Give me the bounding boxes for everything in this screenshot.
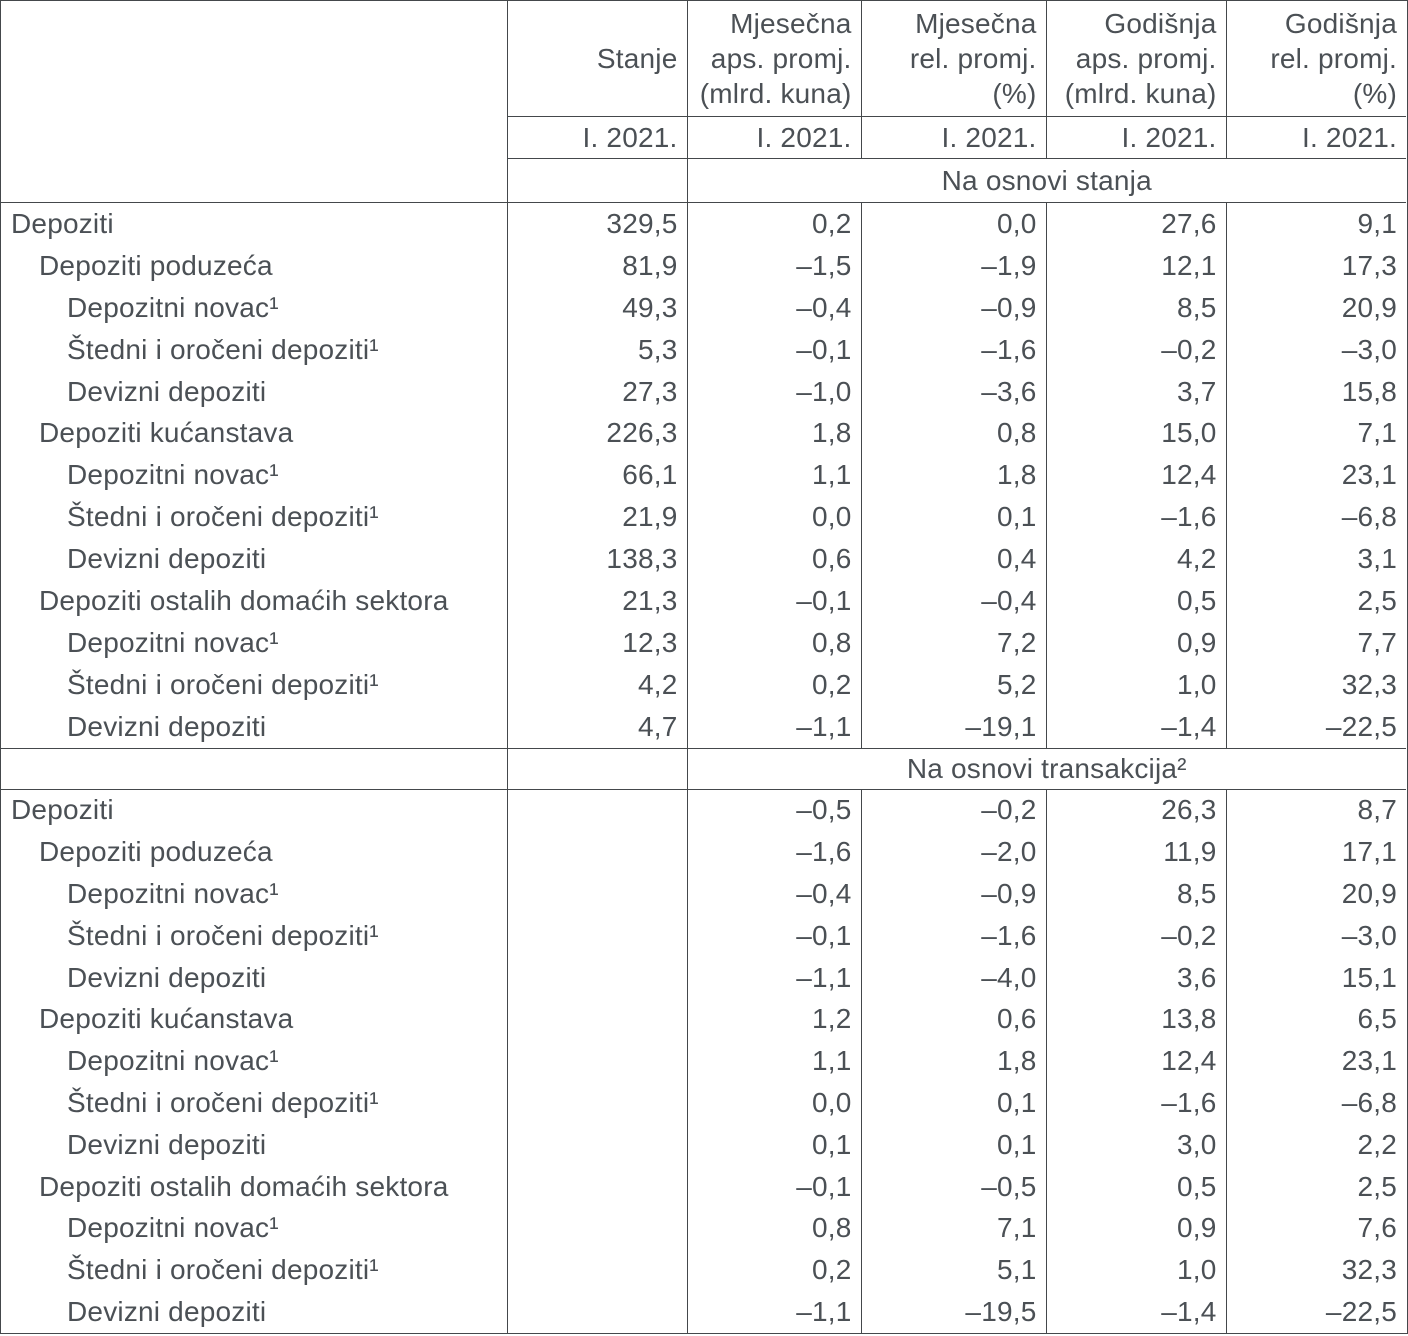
value-annual-rel: 32,3 bbox=[1341, 668, 1397, 700]
value-monthly-abs: –1,1 bbox=[688, 957, 862, 999]
value-stanje: 4,7 bbox=[508, 706, 688, 748]
value-monthly-rel: –19,1 bbox=[862, 706, 1047, 748]
value-annual-abs: 0,9 bbox=[1047, 1208, 1227, 1250]
row-label: Depoziti bbox=[1, 790, 508, 832]
value-annual-abs: 4,2 bbox=[1047, 538, 1227, 580]
column-header-line: (%) bbox=[992, 78, 1037, 109]
value-monthly-rel: 0,0 bbox=[862, 203, 1047, 245]
column-header-annual-abs bbox=[1047, 1, 1227, 117]
value-annual-abs: 11,9 bbox=[1047, 831, 1227, 873]
value-annual-abs: 3,7 bbox=[1047, 371, 1227, 413]
value-monthly-abs: –0,1 bbox=[688, 1166, 862, 1208]
row-label: Devizni depoziti bbox=[1, 957, 508, 999]
value-monthly-abs: –1,1 bbox=[688, 1291, 862, 1333]
value-monthly-rel: 0,6 bbox=[862, 999, 1047, 1041]
column-header-monthly-abs bbox=[688, 1, 862, 117]
row-label: Depoziti kućanstava bbox=[1, 412, 508, 454]
value-annual-rel: –6,8 bbox=[1341, 501, 1397, 533]
value-annual-rel: –3,0 bbox=[1341, 919, 1397, 951]
value-annual-abs: –0,2 bbox=[1047, 329, 1227, 371]
corner-cell bbox=[1, 1, 508, 203]
value-monthly-rel: 7,1 bbox=[862, 1208, 1047, 1250]
value-monthly-rel: –0,9 bbox=[862, 287, 1047, 329]
value-annual-abs: –0,2 bbox=[1047, 915, 1227, 957]
column-header-monthly-rel bbox=[862, 1, 1047, 117]
value-annual-abs: 15,0 bbox=[1047, 412, 1227, 454]
value-monthly-rel: 0,1 bbox=[862, 496, 1047, 538]
value-annual-abs: 3,6 bbox=[1047, 957, 1227, 999]
value-monthly-rel: 1,8 bbox=[862, 1040, 1047, 1082]
value-monthly-abs: 0,2 bbox=[688, 203, 862, 245]
row-label: Devizni depoziti bbox=[1, 706, 508, 748]
value-stanje bbox=[508, 1166, 688, 1208]
value-annual-rel: –6,8 bbox=[1341, 1087, 1397, 1119]
value-monthly-rel: –1,6 bbox=[862, 915, 1047, 957]
value-annual-abs: 12,1 bbox=[1047, 245, 1227, 287]
row-label: Depoziti poduzeća bbox=[1, 831, 508, 873]
value-monthly-rel: 5,1 bbox=[862, 1249, 1047, 1291]
value-annual-abs: 3,0 bbox=[1047, 1124, 1227, 1166]
value-annual-rel: 15,1 bbox=[1341, 961, 1397, 993]
value-monthly-abs: 0,6 bbox=[688, 538, 862, 580]
value-monthly-abs: –1,5 bbox=[688, 245, 862, 287]
value-annual-abs: –1,6 bbox=[1047, 1082, 1227, 1124]
value-monthly-abs: 0,2 bbox=[688, 1249, 862, 1291]
row-label: Depoziti ostalih domaćih sektora bbox=[1, 1166, 508, 1208]
value-annual-rel: 2,5 bbox=[1357, 584, 1397, 616]
row-label: Štedni i oročeni depoziti¹ bbox=[1, 915, 508, 957]
value-annual-abs: 1,0 bbox=[1047, 1249, 1227, 1291]
section-band: Na osnovi transakcija² bbox=[688, 748, 1407, 790]
row-label: Depozitni novac¹ bbox=[1, 622, 508, 664]
column-header-line: (%) bbox=[1352, 78, 1397, 109]
value-annual-rel: 7,6 bbox=[1357, 1212, 1397, 1244]
value-annual-rel: 9,1 bbox=[1357, 207, 1397, 239]
column-header-line: Godišnja bbox=[1104, 8, 1217, 39]
value-monthly-abs: –0,4 bbox=[688, 873, 862, 915]
row-label: Devizni depoziti bbox=[1, 538, 508, 580]
value-monthly-abs: 1,1 bbox=[688, 1040, 862, 1082]
column-header-line: rel. promj. bbox=[909, 43, 1037, 74]
value-monthly-abs: –1,0 bbox=[688, 371, 862, 413]
value-annual-abs: –1,6 bbox=[1047, 496, 1227, 538]
row-label: Depozitni novac¹ bbox=[1, 287, 508, 329]
value-annual-abs: 8,5 bbox=[1047, 287, 1227, 329]
value-monthly-abs: 0,8 bbox=[688, 622, 862, 664]
value-annual-rel: 17,1 bbox=[1341, 836, 1397, 868]
value-monthly-rel: –0,5 bbox=[862, 1166, 1047, 1208]
value-stanje: 138,3 bbox=[508, 538, 688, 580]
value-stanje: 21,9 bbox=[508, 496, 688, 538]
value-monthly-rel: 0,4 bbox=[862, 538, 1047, 580]
value-annual-abs: 0,9 bbox=[1047, 622, 1227, 664]
section-band-spacer bbox=[1, 748, 508, 790]
column-header-stanje bbox=[508, 1, 688, 117]
value-monthly-abs: 0,1 bbox=[688, 1124, 862, 1166]
value-annual-rel: 2,2 bbox=[1357, 1128, 1397, 1160]
value-annual-abs: 8,5 bbox=[1047, 873, 1227, 915]
value-stanje: 329,5 bbox=[508, 203, 688, 245]
value-monthly-rel: 0,1 bbox=[862, 1082, 1047, 1124]
value-monthly-abs: –0,1 bbox=[688, 329, 862, 371]
column-header-line: (mlrd. kuna) bbox=[699, 78, 852, 109]
value-stanje: 4,2 bbox=[508, 664, 688, 706]
value-annual-rel: 15,8 bbox=[1341, 375, 1397, 407]
column-header-line: Stanje bbox=[596, 43, 678, 74]
value-monthly-rel: –4,0 bbox=[862, 957, 1047, 999]
row-label: Depozitni novac¹ bbox=[1, 1208, 508, 1250]
value-stanje: 5,3 bbox=[508, 329, 688, 371]
value-stanje: 21,3 bbox=[508, 580, 688, 622]
column-header-line: (mlrd. kuna) bbox=[1064, 78, 1217, 109]
row-label: Depoziti poduzeća bbox=[1, 245, 508, 287]
value-monthly-abs: 0,0 bbox=[688, 496, 862, 538]
value-annual-rel: –22,5 bbox=[1325, 1296, 1397, 1328]
value-annual-rel: –22,5 bbox=[1325, 710, 1397, 742]
row-label: Depozitni novac¹ bbox=[1, 454, 508, 496]
column-header-line: rel. promj. bbox=[1270, 43, 1397, 74]
value-monthly-rel: –2,0 bbox=[862, 831, 1047, 873]
value-annual-rel: 23,1 bbox=[1341, 459, 1397, 491]
row-label: Depoziti ostalih domaćih sektora bbox=[1, 580, 508, 622]
value-monthly-rel: –19,5 bbox=[862, 1291, 1047, 1333]
value-stanje bbox=[508, 1249, 688, 1291]
column-header-line: Godišnja bbox=[1284, 8, 1397, 39]
value-monthly-rel: –1,9 bbox=[862, 245, 1047, 287]
value-monthly-abs: 0,8 bbox=[688, 1208, 862, 1250]
period-cell-stanje: I. 2021. bbox=[508, 117, 688, 159]
value-annual-rel: 8,7 bbox=[1357, 794, 1397, 826]
row-label: Devizni depoziti bbox=[1, 371, 508, 413]
value-monthly-abs: 0,0 bbox=[688, 1082, 862, 1124]
value-stanje bbox=[508, 999, 688, 1041]
value-stanje: 81,9 bbox=[508, 245, 688, 287]
column-header-annual-rel bbox=[1227, 1, 1407, 117]
value-annual-abs: 0,5 bbox=[1047, 580, 1227, 622]
value-stanje bbox=[508, 790, 688, 832]
value-monthly-abs: –0,5 bbox=[688, 790, 862, 832]
value-annual-abs: 0,5 bbox=[1047, 1166, 1227, 1208]
value-monthly-abs: –0,1 bbox=[688, 580, 862, 622]
value-monthly-abs: –0,1 bbox=[688, 915, 862, 957]
value-annual-rel: 17,3 bbox=[1341, 249, 1397, 281]
value-stanje bbox=[508, 1040, 688, 1082]
row-label: Devizni depoziti bbox=[1, 1291, 508, 1333]
value-monthly-abs: 1,8 bbox=[688, 412, 862, 454]
row-label: Štedni i oročeni depoziti¹ bbox=[1, 664, 508, 706]
value-monthly-abs: 1,2 bbox=[688, 999, 862, 1041]
row-label: Devizni depoziti bbox=[1, 1124, 508, 1166]
value-stanje: 27,3 bbox=[508, 371, 688, 413]
value-stanje bbox=[508, 1291, 688, 1333]
value-annual-abs: 12,4 bbox=[1047, 1040, 1227, 1082]
value-annual-rel: 7,1 bbox=[1357, 417, 1397, 449]
value-stanje bbox=[508, 957, 688, 999]
value-stanje bbox=[508, 1208, 688, 1250]
row-label: Depozitni novac¹ bbox=[1, 1040, 508, 1082]
value-stanje: 12,3 bbox=[508, 622, 688, 664]
value-stanje bbox=[508, 1082, 688, 1124]
period-cell-monthly-rel: I. 2021. bbox=[862, 117, 1047, 159]
value-annual-rel: 32,3 bbox=[1341, 1254, 1397, 1286]
value-annual-abs: 26,3 bbox=[1047, 790, 1227, 832]
row-label: Depoziti kućanstava bbox=[1, 999, 508, 1041]
value-annual-abs: 12,4 bbox=[1047, 454, 1227, 496]
period-cell-annual-rel: I. 2021. bbox=[1227, 117, 1407, 159]
value-monthly-rel: –0,2 bbox=[862, 790, 1047, 832]
value-monthly-rel: 7,2 bbox=[862, 622, 1047, 664]
row-label: Štedni i oročeni depoziti¹ bbox=[1, 496, 508, 538]
value-annual-abs: 1,0 bbox=[1047, 664, 1227, 706]
value-monthly-rel: –0,9 bbox=[862, 873, 1047, 915]
section-band-spacer bbox=[508, 748, 688, 790]
value-annual-rel: –3,0 bbox=[1341, 333, 1397, 365]
value-annual-rel: 23,1 bbox=[1341, 1045, 1397, 1077]
value-annual-rel: 20,9 bbox=[1341, 291, 1397, 323]
value-annual-abs: 13,8 bbox=[1047, 999, 1227, 1041]
row-label: Depozitni novac¹ bbox=[1, 873, 508, 915]
value-monthly-rel: 5,2 bbox=[862, 664, 1047, 706]
value-monthly-rel: –0,4 bbox=[862, 580, 1047, 622]
value-annual-abs: 27,6 bbox=[1047, 203, 1227, 245]
value-monthly-rel: –1,6 bbox=[862, 329, 1047, 371]
value-monthly-rel: 0,8 bbox=[862, 412, 1047, 454]
value-stanje bbox=[508, 873, 688, 915]
row-label: Štedni i oročeni depoziti¹ bbox=[1, 329, 508, 371]
value-annual-rel: 3,1 bbox=[1357, 543, 1397, 575]
section-band: Na osnovi stanja bbox=[688, 159, 1407, 203]
value-monthly-abs: –0,4 bbox=[688, 287, 862, 329]
value-stanje bbox=[508, 915, 688, 957]
section-band-spacer bbox=[508, 159, 688, 203]
value-stanje: 49,3 bbox=[508, 287, 688, 329]
value-stanje bbox=[508, 831, 688, 873]
column-header-line: Mjesečna bbox=[915, 8, 1037, 39]
period-cell-annual-abs: I. 2021. bbox=[1047, 117, 1227, 159]
column-header-line: aps. promj. bbox=[710, 43, 852, 74]
column-header-line: aps. promj. bbox=[1075, 43, 1217, 74]
value-annual-abs: –1,4 bbox=[1047, 706, 1227, 748]
value-monthly-rel: 1,8 bbox=[862, 454, 1047, 496]
value-monthly-abs: 0,2 bbox=[688, 664, 862, 706]
value-annual-abs: –1,4 bbox=[1047, 1291, 1227, 1333]
row-label: Štedni i oročeni depoziti¹ bbox=[1, 1082, 508, 1124]
value-annual-rel: 20,9 bbox=[1341, 878, 1397, 910]
value-annual-rel: 2,5 bbox=[1357, 1170, 1397, 1202]
row-label: Štedni i oročeni depoziti¹ bbox=[1, 1249, 508, 1291]
column-header-line: Mjesečna bbox=[730, 8, 852, 39]
value-monthly-abs: –1,1 bbox=[688, 706, 862, 748]
period-cell-monthly-abs: I. 2021. bbox=[688, 117, 862, 159]
value-annual-rel: 6,5 bbox=[1357, 1003, 1397, 1035]
value-monthly-abs: –1,6 bbox=[688, 831, 862, 873]
row-label: Depoziti bbox=[1, 203, 508, 245]
value-stanje bbox=[508, 1124, 688, 1166]
value-monthly-abs: 1,1 bbox=[688, 454, 862, 496]
value-stanje: 226,3 bbox=[508, 412, 688, 454]
value-stanje: 66,1 bbox=[508, 454, 688, 496]
value-monthly-rel: 0,1 bbox=[862, 1124, 1047, 1166]
value-annual-rel: 7,7 bbox=[1357, 626, 1397, 658]
value-monthly-rel: –3,6 bbox=[862, 371, 1047, 413]
